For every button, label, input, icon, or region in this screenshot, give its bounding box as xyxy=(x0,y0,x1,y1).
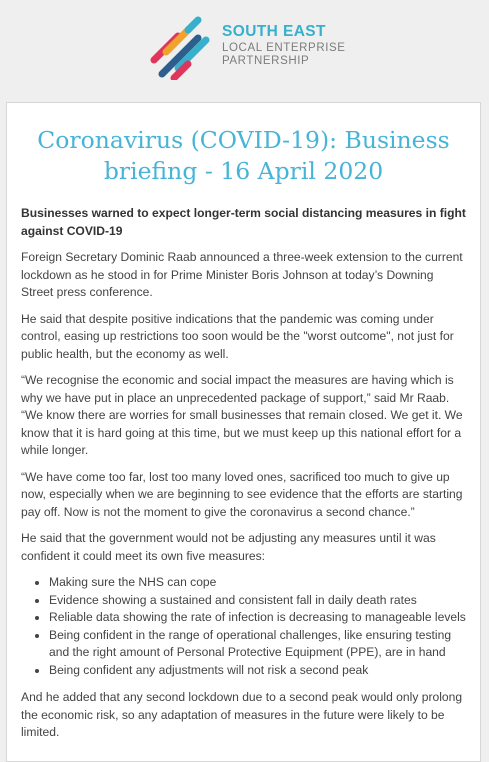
article-paragraph: And he added that any second lockdown due to a second peak would only prolong the economic risk, so any adaptation of measures in the future were likely to be limited. xyxy=(21,690,463,739)
list-item: • Making sure the NHS can cope xyxy=(49,574,466,592)
list-item: • Evidence showing a sustained and consistent fall in daily death rates xyxy=(49,592,466,610)
article-paragraph: “We have come too far, lost too many loved ones, sacrificed too much to give up now, especially when we are beginning to see evidence that the efforts are starting pay off. Now is not the moment to give the coronavirus a second chance.” xyxy=(21,469,463,519)
header xyxy=(0,0,489,100)
article-paragraph: “We recognise the economic and social impact the measures are having which is why we have put in place an unprecedented package of support,” said Mr Raab. “We know there are worries for small businesses that remain closed. We get it. We know that it is hard going at this time, but we must keep up this national effort for a while longer. xyxy=(21,373,463,457)
list-item: • Being confident in the range of operational challenges, like ensuring testing and the right amount of Personal Protective Equipment (PPE), are in hand xyxy=(49,627,466,662)
brand-subtitle xyxy=(222,42,346,68)
list-item: • Reliable data showing the rate of infection is decreasing to manageable levels xyxy=(49,609,466,627)
measures-list xyxy=(21,574,466,679)
article-paragraph: He said that despite positive indications that the pandemic was coming under control, easing up restrictions too soon would be the "worst outcome", not just for public health, but the economy as well. xyxy=(21,311,454,361)
brand-name: SOUTH EAST xyxy=(222,23,326,40)
article-paragraph: He said that the government would not be adjusting any measures until it was confident it could meet its own five measures: xyxy=(21,531,436,563)
article-paragraph: Foreign Secretary Dominic Raab announced a three-week extension to the current lockdown as he stood in for Prime Minister Boris Johnson at today’s Downing Street press conference. xyxy=(21,250,463,299)
article-title: Coronavirus (COVID-19): Business briefing - 16 April 2020 xyxy=(37,126,450,185)
brand-subtitle-line: LOCAL ENTERPRISE xyxy=(222,42,346,54)
article-lead: Businesses warned to expect longer-term social distancing measures in fight against COVID-19 xyxy=(21,206,466,238)
brand-subtitle-line: PARTNERSHIP xyxy=(222,55,310,67)
article-card xyxy=(6,102,481,762)
article-body xyxy=(7,205,480,742)
selep-logo-icon xyxy=(148,16,212,80)
list-item: • Being confident any adjustments will not risk a second peak xyxy=(49,662,466,680)
